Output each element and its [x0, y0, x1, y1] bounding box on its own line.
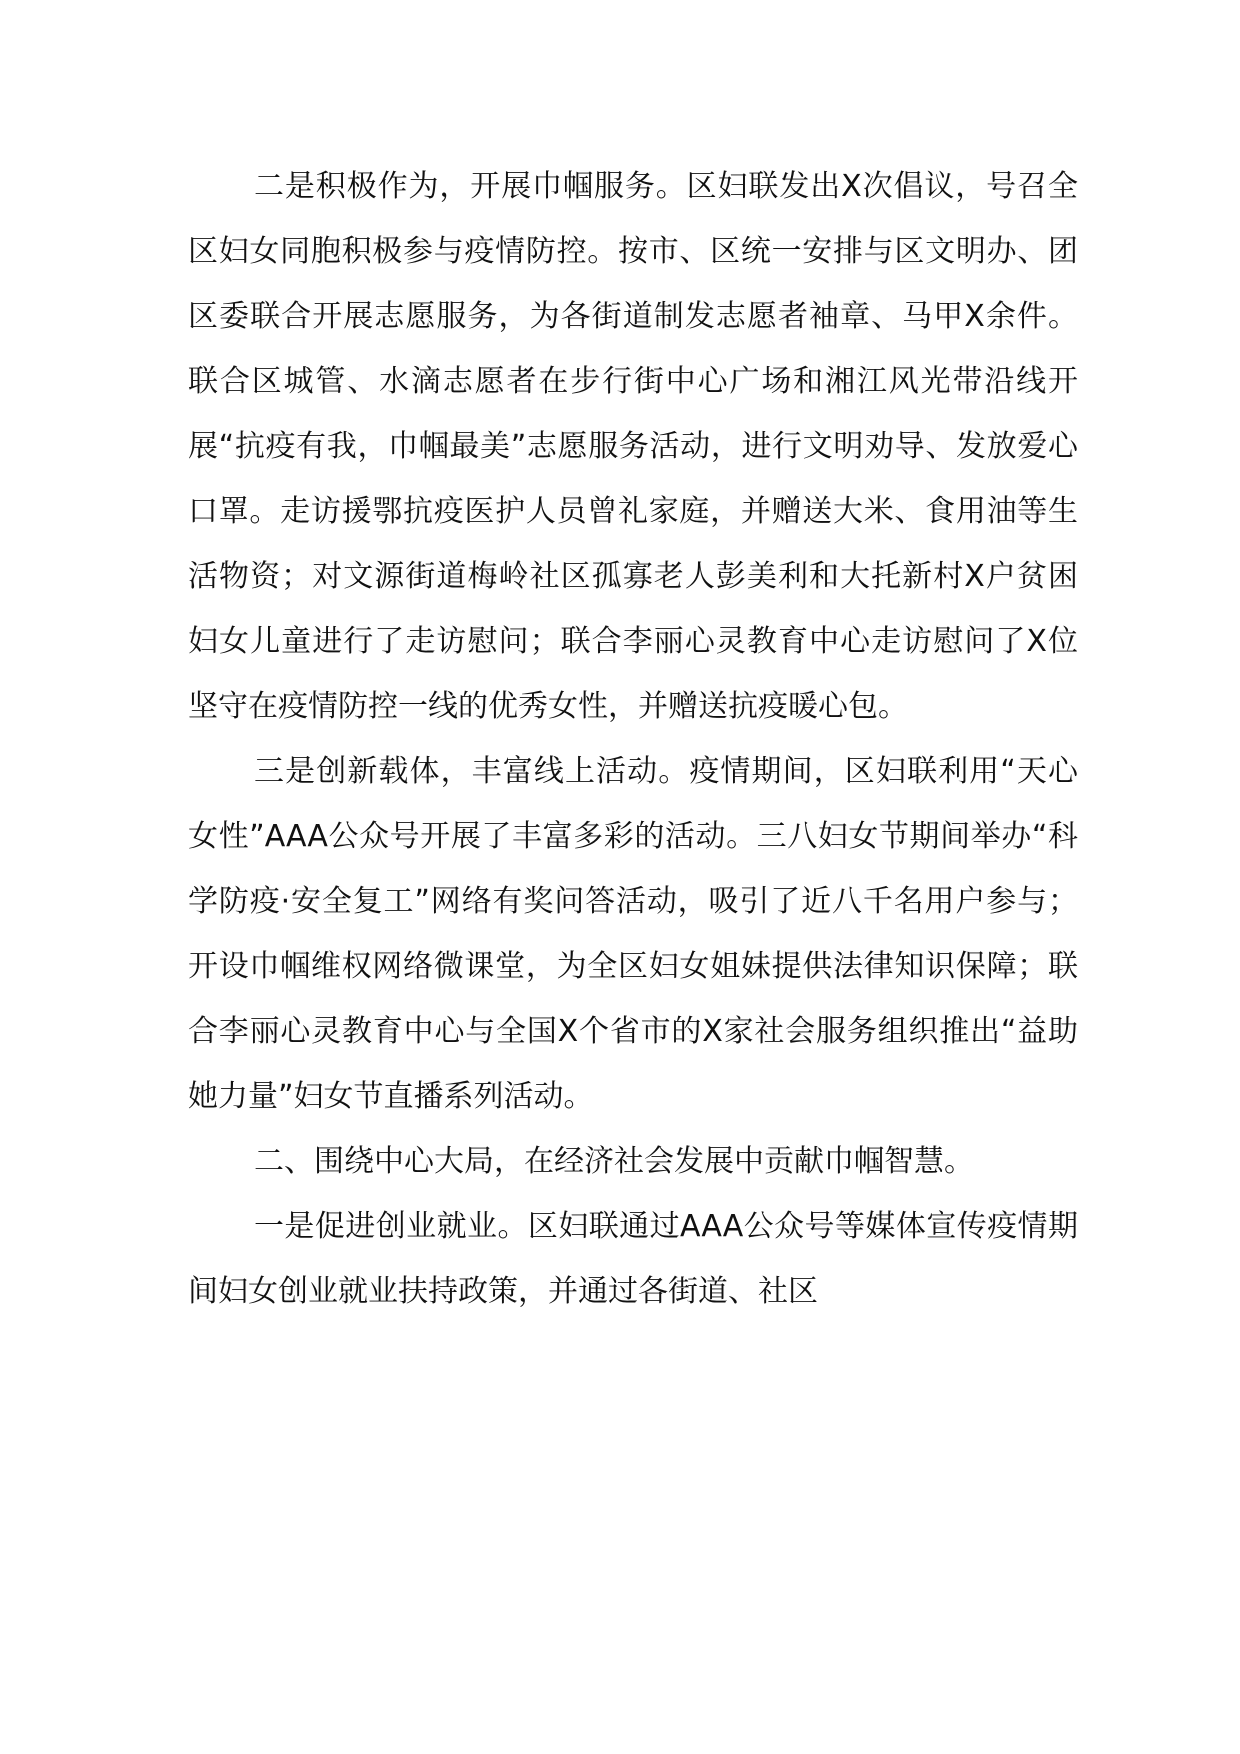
document-body	[188, 154, 1078, 1324]
paragraph-employment: 一是促进创业就业。区妇联通过AAA公众号等媒体宣传疫情期间妇女创业就业扶持政策，并通过各街道、社区	[188, 1209, 1078, 1309]
section-heading-economy: 二、围绕中心大局，在经济社会发展中贡献巾帼智慧。	[254, 1144, 974, 1179]
paragraph-service: 二是积极作为，开展巾帼服务。区妇联发出X次倡议，号召全区妇女同胞积极参与疫情防控。按市、区统一安排与区文明办、团区委联合开展志愿服务，为各街道制发志愿者袖章、马甲X余件。联合区城管、水滴志愿者在步行街中心广场和湘江风光带沿线开展“抗疫有我，巾帼最美”志愿服务活动，进行文明劝导、发放爱心口罩。走访援鄂抗疫医护人员曾礼家庭，并赠送大米、食用油等生活物资；对文源街道梅岭社区孤寡老人彭美利和大托新村X户贫困妇女儿童进行了走访慰问；联合李丽心灵教育中心走访慰问了X位坚守在疫情防控一线的优秀女性，并赠送抗疫暖心包。	[188, 169, 1078, 724]
paragraph-online-activities: 三是创新载体，丰富线上活动。疫情期间，区妇联利用“天心女性”AAA公众号开展了丰富多彩的活动。三八妇女节期间举办“科学防疫·安全复工”网络有奖问答活动，吸引了近八千名用户参与；开设巾帼维权网络微课堂，为全区妇女姐妹提供法律知识保障；联合李丽心灵教育中心与全国X个省市的X家社会服务组织推出“益助她力量”妇女节直播系列活动。	[188, 754, 1078, 1114]
